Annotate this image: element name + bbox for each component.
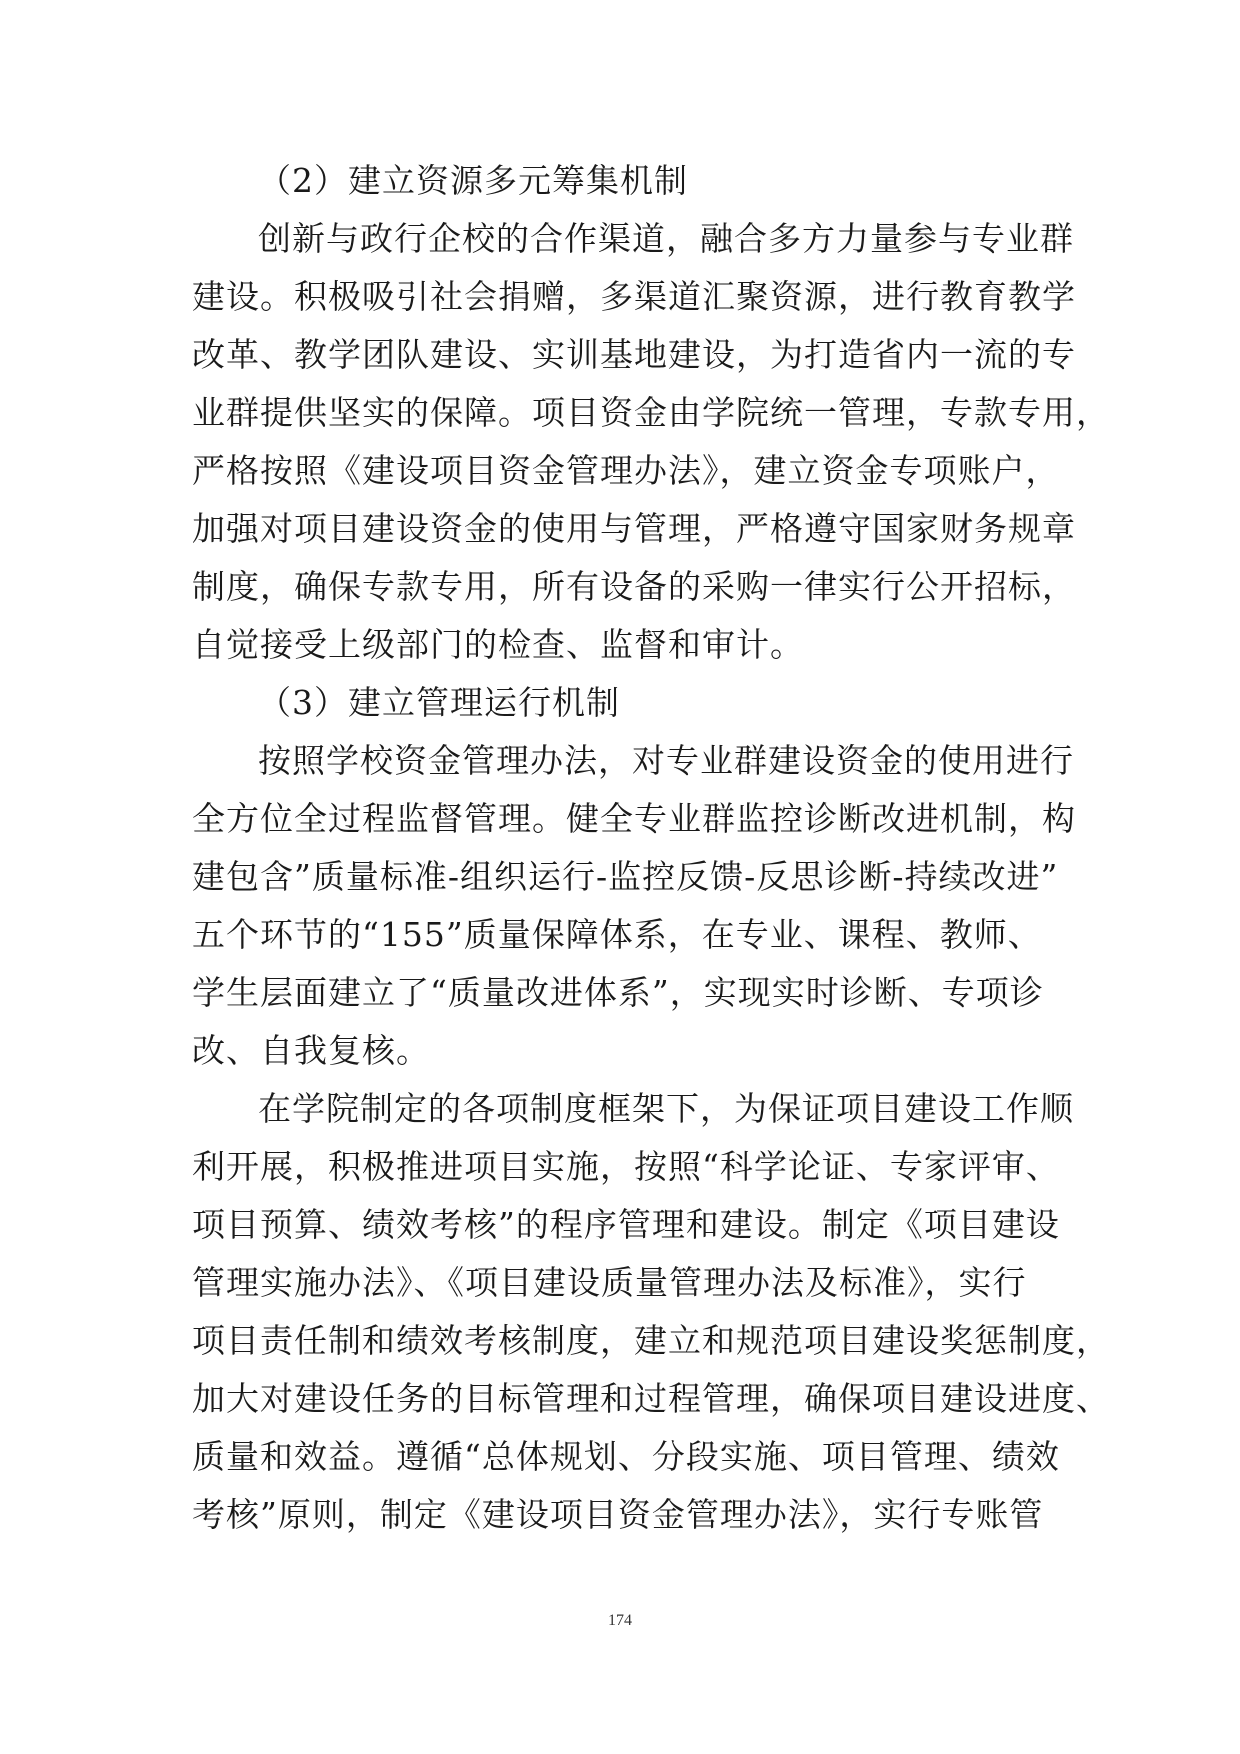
text-line: 建设。积极吸引社会捐赠，多渠道汇聚资源，进行教育教学 [192, 277, 1076, 316]
paragraph-project-management [192, 1080, 1110, 1544]
text-line: 在学院制定的各项制度框架下，为保证项目建设工作顺 [258, 1089, 1074, 1128]
section-heading-3: （3）建立管理运行机制 [258, 683, 620, 722]
page-number: 174 [608, 1612, 632, 1629]
paragraph-resource-funding [192, 210, 1110, 674]
text-line: 项目责任制和绩效考核制度，建立和规范项目建设奖惩制度， [192, 1321, 1110, 1360]
text-line: 加强对项目建设资金的使用与管理，严格遵守国家财务规章 [192, 509, 1076, 548]
text-line: 业群提供坚实的保障。项目资金由学院统一管理，专款专用， [192, 393, 1110, 432]
text-line: 创新与政行企校的合作渠道，融合多方力量参与专业群 [258, 219, 1074, 258]
document-body [192, 152, 1110, 1544]
text-line: 五个环节的“155”质量保障体系，在专业、课程、教师、 [192, 915, 1042, 954]
text-line: 加大对建设任务的目标管理和过程管理，确保项目建设进度、 [192, 1379, 1110, 1418]
text-line: 改革、教学团队建设、实训基地建设，为打造省内一流的专 [192, 335, 1076, 374]
text-line: 全方位全过程监督管理。健全专业群监控诊断改进机制，构 [192, 799, 1076, 838]
text-line: 按照学校资金管理办法，对专业群建设资金的使用进行 [258, 741, 1074, 780]
text-line: 项目预算、绩效考核”的程序管理和建设。制定《项目建设 [192, 1205, 1060, 1244]
text-line: 学生层面建立了“质量改进体系”，实现实时诊断、专项诊 [192, 973, 1044, 1012]
text-line: 管理实施办法》、《项目建设质量管理办法及标准》，实行 [192, 1263, 1027, 1302]
text-line: 考核”原则，制定《建设项目资金管理办法》，实行专账管 [192, 1495, 1044, 1534]
text-line: 改、自我复核。 [192, 1031, 430, 1070]
text-line: 利开展，积极推进项目实施，按照“科学论证、专家评审、 [192, 1147, 1060, 1186]
text-line: 质量和效益。遵循“总体规划、分段实施、项目管理、绩效 [192, 1437, 1060, 1476]
section-heading-2: （2）建立资源多元筹集机制 [258, 161, 688, 200]
text-line: 制度，确保专款专用，所有设备的采购一律实行公开招标， [192, 567, 1076, 606]
text-line: 自觉接受上级部门的检查、监督和审计。 [192, 625, 804, 664]
paragraph-fund-supervision [192, 732, 1076, 1080]
text-line: 严格按照《建设项目资金管理办法》，建立资金专项账户， [192, 451, 1060, 490]
text-line: 建包含”质量标准-组织运行-监控反馈-反思诊断-持续改进” [192, 857, 1059, 896]
